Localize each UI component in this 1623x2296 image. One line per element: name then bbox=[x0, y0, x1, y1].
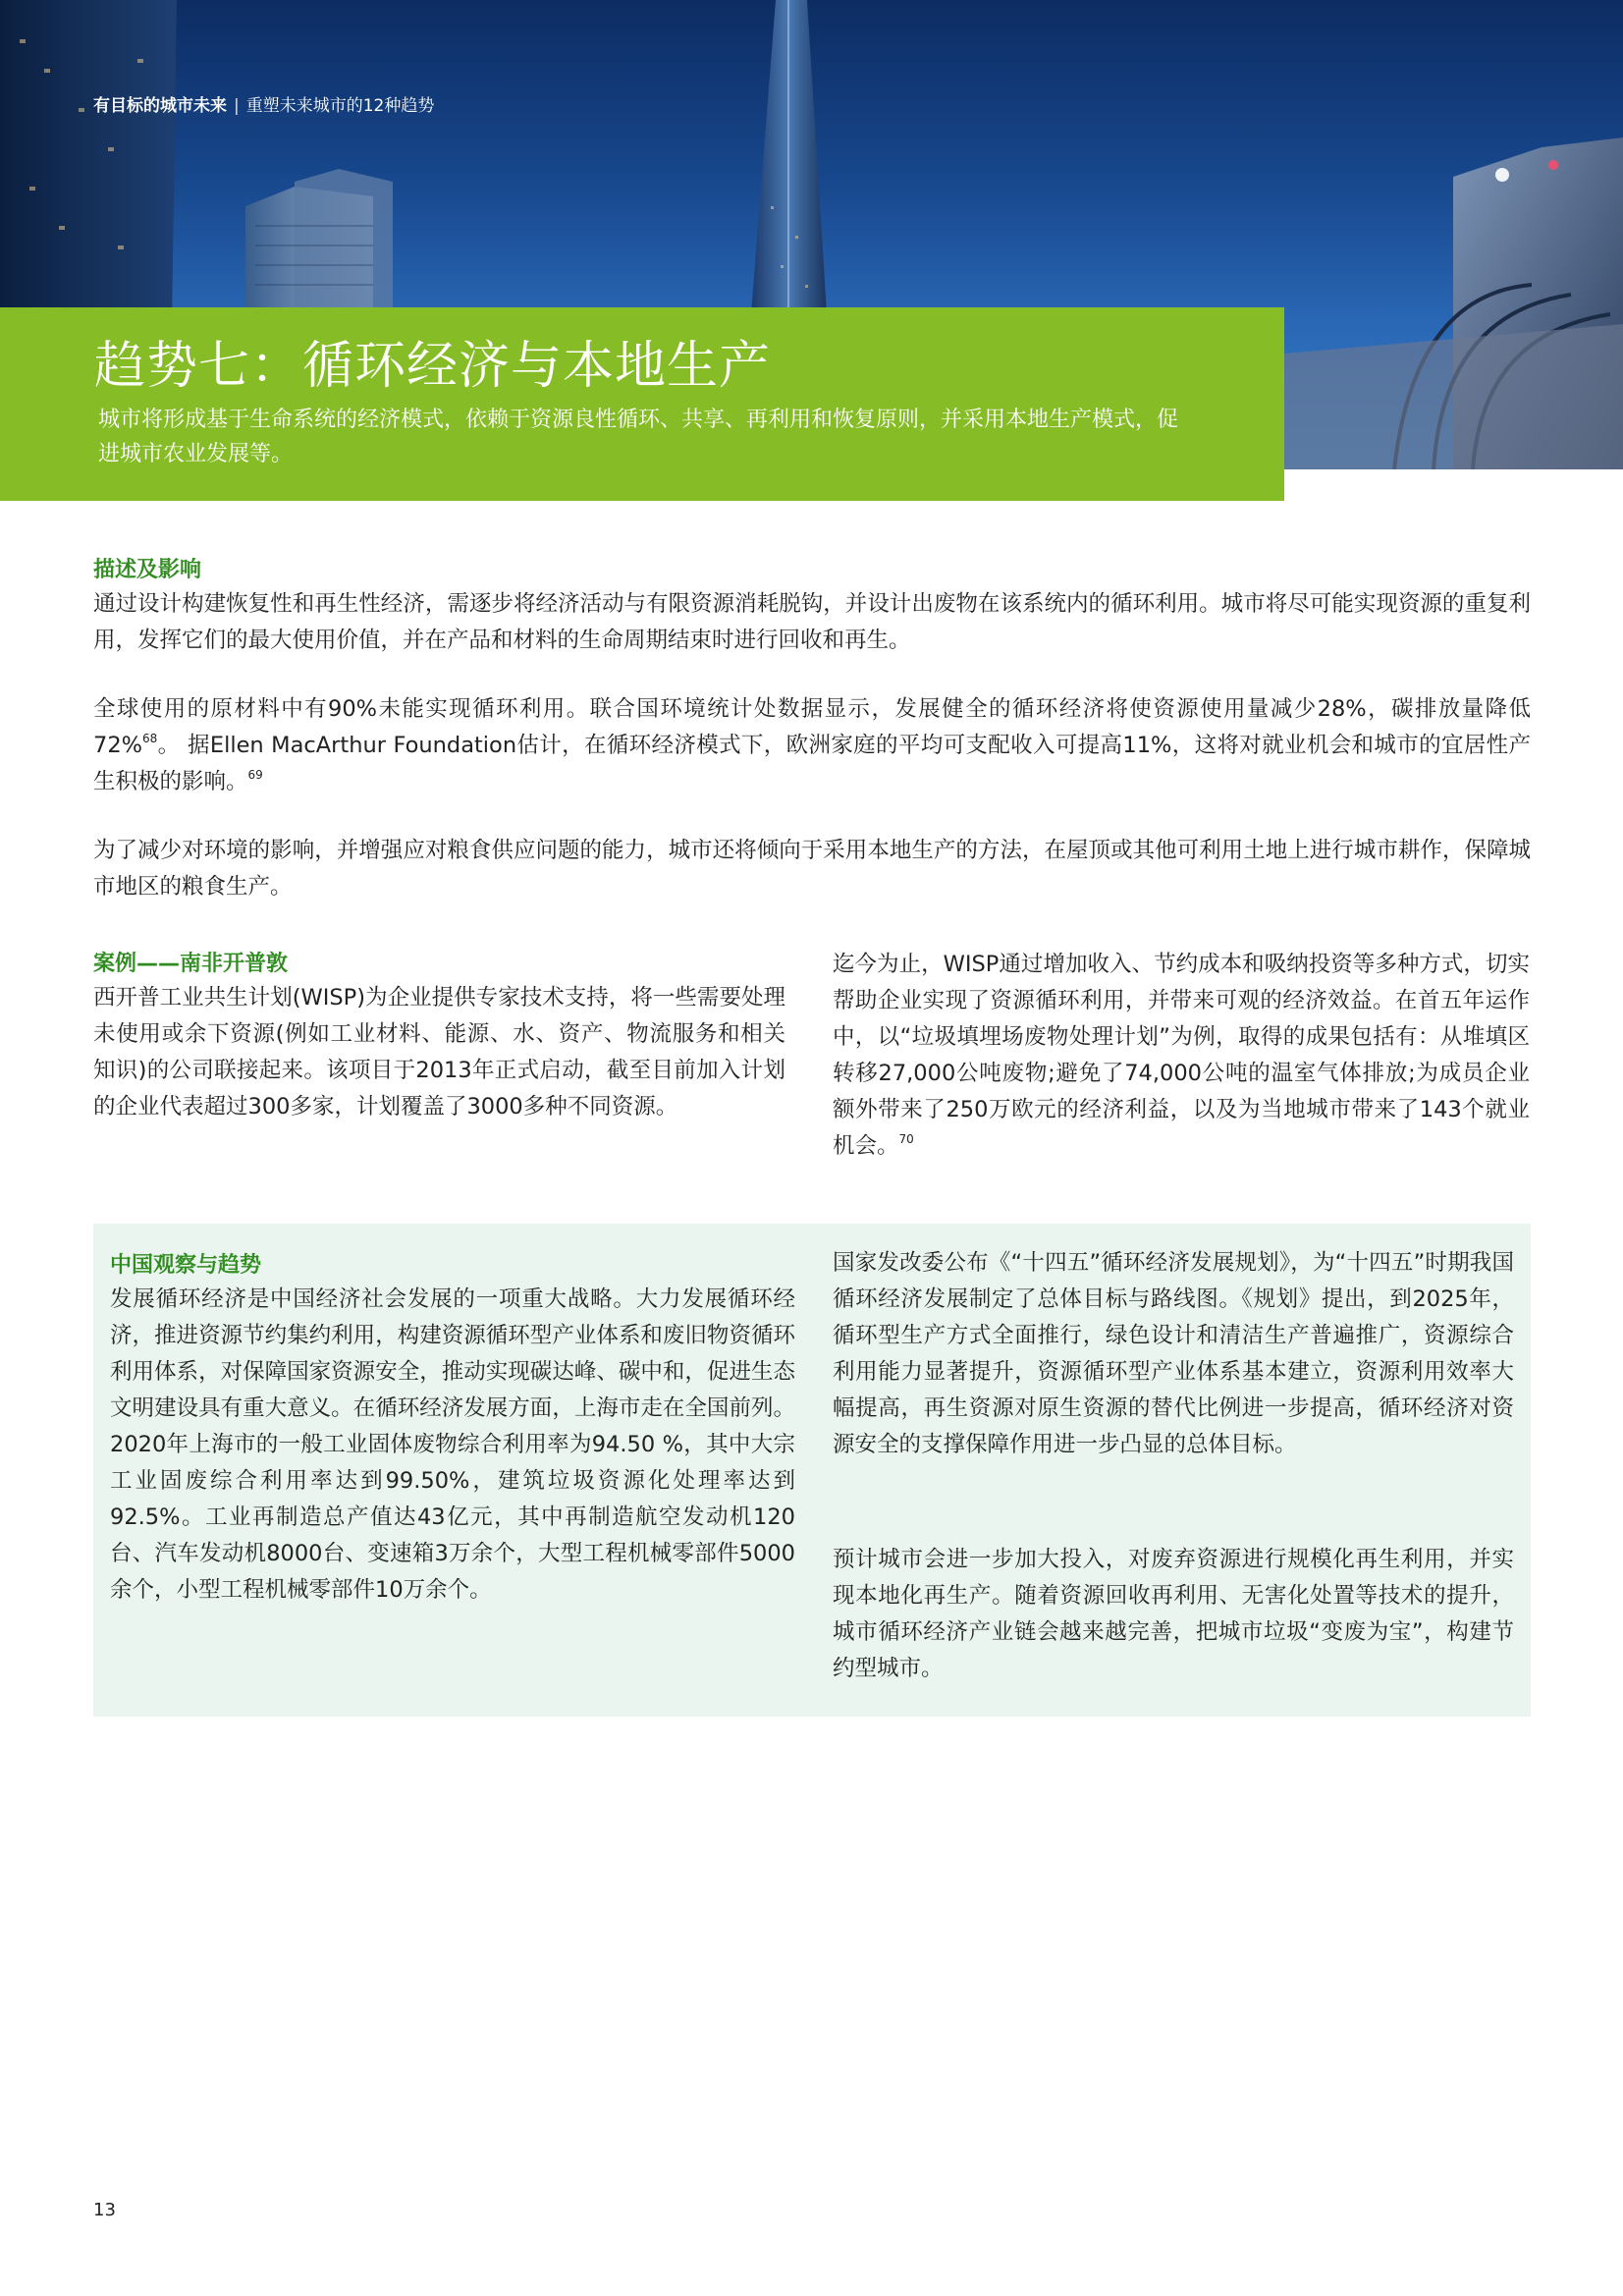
footnote-ref-68: 68 bbox=[142, 732, 158, 745]
footnote-ref-69: 69 bbox=[247, 768, 263, 782]
china-right-paragraph-1: 国家发改委公布《“十四五”循环经济发展规划》，为“十四五”时期我国循环经济发展制定了总体目标与路线图。《规划》提出，到2025年，循环型生产方式全面推行，绿色设计和清洁生产普遍推广，资源综合利用能力显著提升，资源循环型产业体系基本建立，资源利用效率大幅提高，再生资源对原生资源的替代比例进一步提高，循环经济对资源安全的支撑保障作用进一步凸显的总体目标。 bbox=[833, 1250, 1514, 1457]
description-paragraph-3: 为了减少对环境的影响，并增强应对粮食供应问题的能力，城市还将倾向于采用本地生产的方法，在屋顶或其他可利用土地上进行城市耕作，保障城市地区的粮食生产。 bbox=[93, 838, 1531, 900]
china-right-paragraph-2: 预计城市会进一步加大投入，对废弃资源进行规模化再生利用，并实现本地化再生产。随着资源回收再利用、无害化处置等技术的提升，城市循环经济产业链会越来越完善，把城市垃圾“变废为宝”，构建节约型城市。 bbox=[833, 1547, 1514, 1681]
page-number: 13 bbox=[93, 2200, 116, 2220]
breadcrumb bbox=[93, 91, 434, 116]
case-heading: 案例——南非开普敦 bbox=[93, 952, 289, 976]
china-left-paragraph: 发展循环经济是中国经济社会发展的一项重大战略。大力发展循环经济，推进资源节约集约利用，构建资源循环型产业体系和废旧物资循环利用体系，对保障国家资源安全，推动实现碳达峰、碳中和，促进生态文明建设具有重大意义。在循环经济发展方面，上海市走在全国前列。2020年上海市的一般工业固体废物综合利用率为94.50 %，其中大宗工业固废综合利用率达到99.50%，建筑垃圾资源化处理率达到92.5%。工业再制造总产值达43亿元，其中再制造航空发动机120台、汽车发动机8000台、变速箱3万余个，大型工程机械零部件5000余个，小型工程机械零部件10万余个。 bbox=[110, 1286, 795, 1603]
description-paragraph-2: 全球使用的原材料中有90%未能实现循环利用。联合国环境统计处数据显示，发展健全的循环经济将使资源使用量减少28%，碳排放量降低72%$^{68}$。 据Ellen MacArthur Foundation估计，在循环经济模式下，欧洲家庭的平均可支配收入可提高11%，这将对就业机会和城市的宜居性产生积极的影响。$^{69}$ bbox=[93, 696, 1531, 794]
description-paragraph-1: 通过设计构建恢复性和再生性经济，需逐步将经济活动与有限资源消耗脱钩，并设计出废物在该系统内的循环利用。城市将尽可能实现资源的重复利用，发挥它们的最大使用价值，并在产品和材料的生命周期结束时进行回收和再生。 bbox=[93, 591, 1531, 653]
section-title: 重塑未来城市的12种趋势 bbox=[245, 96, 435, 116]
trend-title: 趋势七：循环经济与本地生产 bbox=[94, 337, 772, 396]
trend-subtitle: 城市将形成基于生命系统的经济模式，依赖于资源良性循环、共享、再利用和恢复原则，并采用本地生产模式，促进城市农业发展等。 bbox=[98, 408, 1179, 466]
case-right-paragraph: 迄今为止，WISP通过增加收入、节约成本和吸纳投资等多种方式，切实帮助企业实现了资源循环利用，并带来可观的经济效益。在首五年运作中，以“垃圾填埋场废物处理计划”为例，取得的成果包括有：从堆填区转移27,000公吨废物;避免了74,000公吨的温室气体排放;为成员企业额外带来了250万欧元的经济利益，以及为当地城市带来了143个就业机会。$^{70}$ bbox=[833, 952, 1530, 1159]
description-heading: 描述及影响 bbox=[93, 558, 202, 582]
china-heading: 中国观察与趋势 bbox=[110, 1253, 262, 1278]
breadcrumb-separator: | bbox=[234, 96, 240, 116]
footnote-ref-70: 70 bbox=[898, 1132, 914, 1146]
case-left-paragraph: 西开普工业共生计划(WISP)为企业提供专家技术支持，将一些需要处理未使用或余下资源(例如工业材料、能源、水、资产、物流服务和相关知识)的公司联接起来。该项目于2013年正式启动，截至目前加入计划的企业代表超过300多家，计划覆盖了3000多种不同资源。 bbox=[93, 985, 785, 1120]
series-title: 有目标的城市未来 bbox=[93, 96, 227, 116]
